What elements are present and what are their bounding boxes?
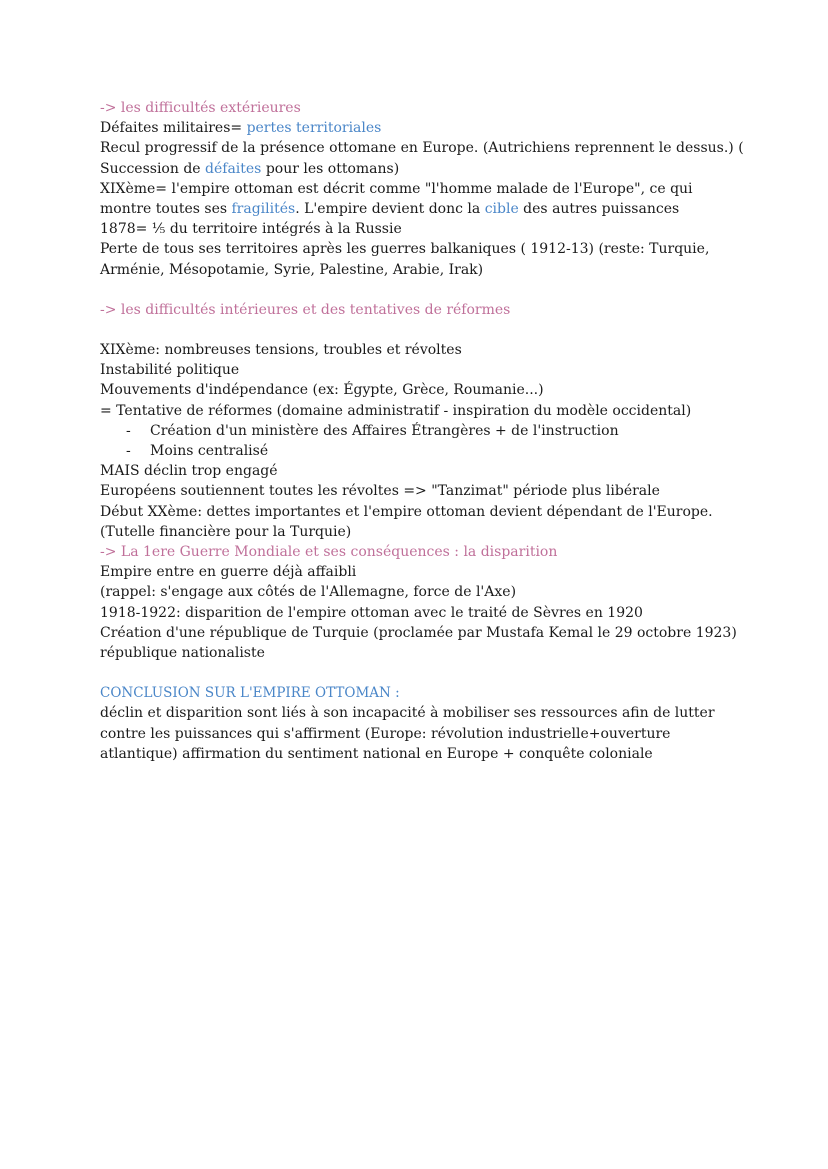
paragraph-line bbox=[100, 118, 740, 138]
paragraph-line: XIXème: nombreuses tensions, troubles et révoltes bbox=[100, 342, 462, 359]
paragraph-line: Création d'une république de Turquie (proclamée par Mustafa Kemal le 29 octobre 1923) bbox=[100, 624, 737, 641]
spacer bbox=[100, 280, 740, 300]
highlight-pertes: pertes territoriales bbox=[246, 120, 382, 137]
reform-list bbox=[100, 421, 740, 461]
list-item: - Moins centralisé bbox=[126, 441, 740, 461]
paragraph-line: Instabilité politique bbox=[100, 362, 240, 379]
paragraph-line: (Tutelle financière pour la Turquie) bbox=[100, 523, 352, 540]
highlight-defaites: défaites bbox=[205, 160, 262, 177]
paragraph-line: Européens soutiennent toutes les révoltes => "Tanzimat" période plus libérale bbox=[100, 483, 660, 500]
paragraph-line: MAIS déclin trop engagé bbox=[100, 463, 278, 480]
paragraph-line: république nationaliste bbox=[100, 645, 265, 662]
paragraph-line: XIXème= l'empire ottoman est décrit comme "l'homme malade de l'Europe", ce qui bbox=[100, 180, 693, 197]
text-run: montre toutes ses bbox=[100, 201, 232, 218]
text-run: Succession de bbox=[100, 160, 206, 177]
paragraph-line: Arménie, Mésopotamie, Syrie, Palestine, Arabie, Irak) bbox=[100, 261, 484, 278]
paragraph-line: contre les puissances qui s'affirment (Europe: révolution industrielle+ouverture bbox=[100, 725, 671, 742]
paragraph-line: déclin et disparition sont liés à son incapacité à mobiliser ses ressources afin de lutter bbox=[100, 705, 715, 722]
paragraph-line: (rappel: s'engage aux côtés de l'Allemagne, force de l'Axe) bbox=[100, 584, 517, 601]
section-heading-external: -> les difficultés extérieures bbox=[100, 100, 301, 116]
highlight-cible: cible bbox=[484, 201, 519, 218]
spacer bbox=[100, 663, 740, 683]
paragraph-line: 1878= ⅕ du territoire intégrés à la Russie bbox=[100, 221, 402, 238]
section-heading-internal: -> les difficultés intérieures et des tentatives de réformes bbox=[100, 301, 511, 318]
paragraph-line: Début XXème: dettes importantes et l'empire ottoman devient dépendant de l'Europe. bbox=[100, 503, 713, 520]
spacer bbox=[100, 320, 740, 340]
text-run: Défaites militaires= bbox=[100, 120, 247, 137]
conclusion-heading: CONCLUSION SUR L'EMPIRE OTTOMAN : bbox=[100, 685, 400, 702]
paragraph-line: Mouvements d'indépendance (ex: Égypte, Grèce, Roumanie...) bbox=[100, 382, 544, 399]
section-heading-war: -> La 1ere Guerre Mondiale et ses conséquences : la disparition bbox=[100, 544, 558, 561]
paragraph-line bbox=[100, 159, 740, 179]
paragraph-line: Perte de tous ses territoires après les guerres balkaniques ( 1912-13) (reste: Turquie, bbox=[100, 241, 710, 258]
text-run: pour les ottomans) bbox=[261, 160, 400, 177]
text-run: des autres puissances bbox=[518, 201, 680, 218]
paragraph-line: 1918-1922: disparition de l'empire ottoman avec le traité de Sèvres en 1920 bbox=[100, 604, 643, 621]
list-item: - Création d'un ministère des Affaires Étrangères + de l'instruction bbox=[126, 421, 740, 441]
paragraph-line: atlantique) affirmation du sentiment national en Europe + conquête coloniale bbox=[100, 745, 653, 762]
paragraph-line bbox=[100, 199, 740, 219]
text-run: . L'empire devient donc la bbox=[295, 201, 485, 218]
document-page bbox=[100, 98, 744, 764]
paragraph-line: = Tentative de réformes (domaine administratif - inspiration du modèle occidental) bbox=[100, 402, 692, 419]
highlight-fragilites: fragilités bbox=[231, 201, 296, 218]
paragraph-line: Recul progressif de la présence ottomane en Europe. (Autrichiens reprennent le dessus.) ( bbox=[100, 140, 744, 157]
paragraph-line: Empire entre en guerre déjà affaibli bbox=[100, 564, 357, 581]
